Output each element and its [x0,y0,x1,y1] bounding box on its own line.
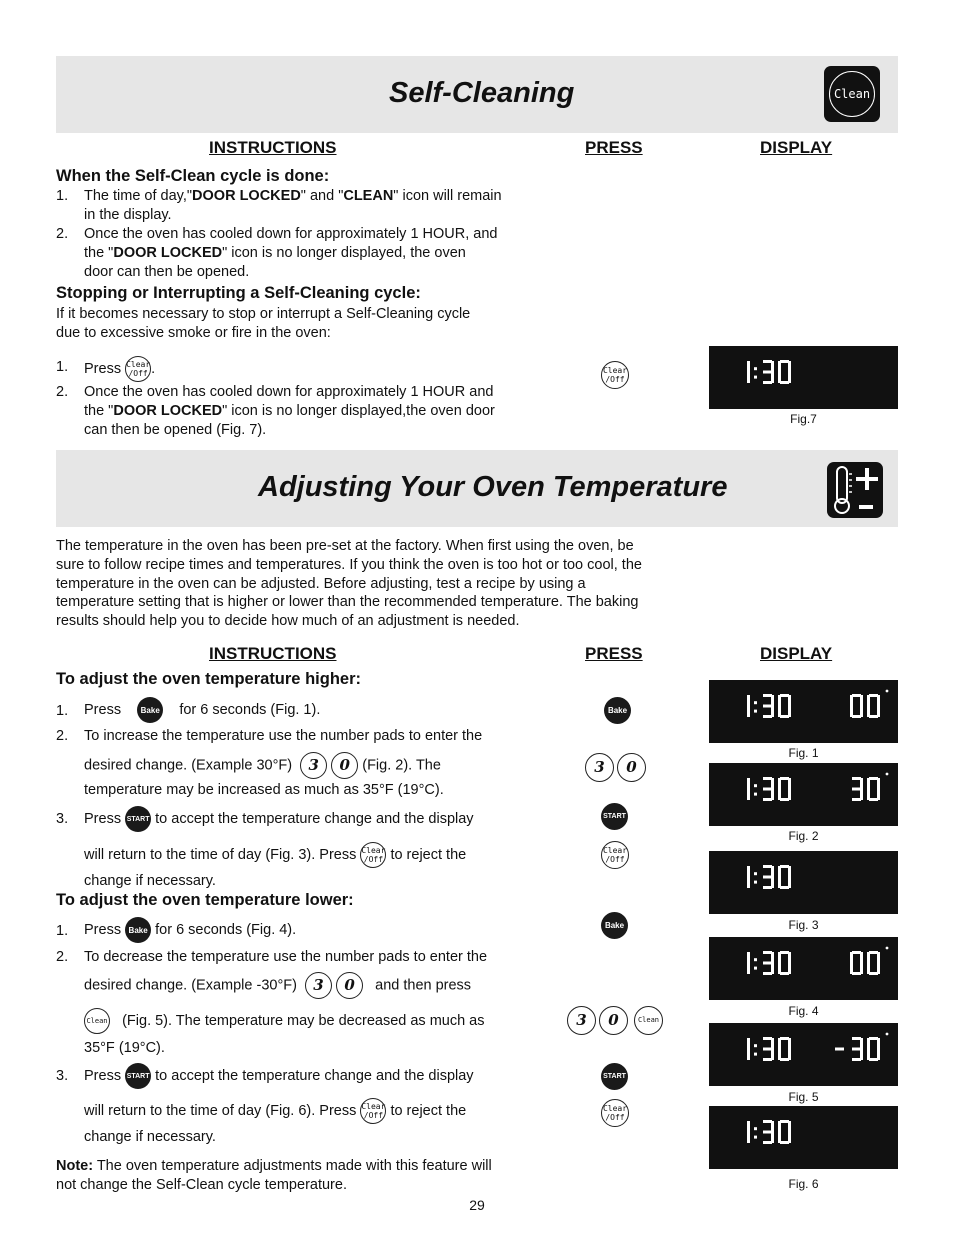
list-item: desired change. (Example -30°F) 3 0 and then press [84,972,471,999]
clean-button[interactable]: Clean [634,1006,663,1035]
stop-paragraph: If it becomes necessary to stop or interrupt a Self-Cleaning cycle due to excessive smoke or fire in the oven: [56,306,471,341]
display-fig3 [709,851,898,914]
higher-heading: To adjust the oven temperature higher: [56,670,361,688]
display-fig6 [709,1106,898,1169]
adjust-temperature-title: Adjusting Your Oven Temperature [258,471,728,503]
number-0-button[interactable]: 0 [599,1006,628,1035]
start-button[interactable]: START [125,806,151,832]
bake-button[interactable]: Bake [601,912,628,939]
display-fig7 [709,346,898,409]
clear-off-button[interactable]: Clear /Off [125,356,151,382]
lcd-time-readout [709,346,898,409]
col-press: PRESS [585,644,643,663]
self-cleaning-title: Self-Cleaning [389,77,575,109]
clear-off-button[interactable]: Clear /Off [601,1099,629,1127]
list-number: 2. [56,226,69,242]
lcd-readout [709,1023,898,1086]
intro-paragraph: The temperature in the oven has been pre-set at the factory. When first using the oven, be sure to follow recipe times and temperatures. If you think the oven is too hot or too cool, the temperature in the oven can be adjusted. Before adjusting, test a recipe by using a temperature setting that is higher or lower than the recommended temperature. The baking results should help you to decide how much of an adjustment is needed. [56,538,642,630]
list-item: Press START to accept the temperature change and the display [84,806,474,832]
display-fig5 [709,1023,898,1086]
list-number: 2. [56,949,69,965]
col-display: DISPLAY [760,644,833,663]
start-button[interactable]: START [601,1063,628,1090]
when-done-heading: When the Self-Clean cycle is done: [56,167,330,185]
list-item: To increase the temperature use the number pads to enter the [84,728,483,744]
lcd-readout [709,763,898,826]
number-0-button[interactable]: 0 [617,753,646,782]
note: Note: The oven temperature adjustments made with this feature will not change the Self-Clean cycle temperature. [56,1158,492,1193]
bake-button[interactable]: Bake [604,697,631,724]
list-number: 1. [56,923,69,939]
lcd-readout [709,937,898,1000]
fig-caption: Fig. 1 [788,746,819,760]
list-number: 1. [56,359,69,375]
display-fig1 [709,680,898,743]
list-item: Once the oven has cooled down for approximately 1 HOUR, and the "DOOR LOCKED" icon is no longer displayed, the oven door can then be opened. [84,226,498,280]
list-item: change if necessary. [84,1129,216,1145]
fig-caption: Fig. 6 [788,1177,819,1191]
display-fig2 [709,763,898,826]
list-number: 2. [56,384,69,400]
fig-caption: Fig. 4 [788,1004,819,1018]
clean-button[interactable]: Clean [84,1008,110,1034]
lcd-readout [709,1106,898,1169]
bake-button[interactable]: Bake [137,697,163,723]
col-instructions: INSTRUCTIONS [209,644,337,663]
self-cleaning-banner [56,56,898,133]
lcd-readout [709,680,898,743]
thermometer-plus-minus-icon [827,462,883,518]
list-number: 2. [56,728,69,744]
clear-off-button[interactable]: Clear /Off [601,361,629,389]
adjust-temperature-banner [56,450,898,527]
number-0-button[interactable]: 0 [331,752,358,779]
fig-caption: Fig. 3 [788,918,819,932]
list-item: The time of day,"DOOR LOCKED" and "CLEAN" icon will remain in the display. [84,188,502,223]
list-item: desired change. (Example 30°F) 3 0 (Fig. 2). The [84,752,441,779]
display-fig4 [709,937,898,1000]
number-3-button[interactable]: 3 [585,753,614,782]
list-number: 1. [56,188,69,204]
list-item: change if necessary. [84,873,216,889]
list-item: Once the oven has cooled down for approximately 1 HOUR and the "DOOR LOCKED" icon is no longer displayed,the oven door can then be opened (Fig. 7). [84,384,495,438]
lower-heading: To adjust the oven temperature lower: [56,891,354,909]
fig-caption: Fig. 2 [788,829,819,843]
start-button[interactable]: START [125,1063,151,1089]
list-item: Press Bake for 6 seconds (Fig. 1). [84,697,320,723]
clear-off-button[interactable]: Clear /Off [360,842,386,868]
clear-off-button[interactable]: Clear /Off [601,841,629,869]
clean-icon-label: Clean [829,71,875,117]
stop-heading: Stopping or Interrupting a Self-Cleaning cycle: [56,284,421,302]
list-number: 1. [56,703,69,719]
lcd-readout [709,851,898,914]
number-3-button[interactable]: 3 [300,752,327,779]
list-item: Press Bake for 6 seconds (Fig. 4). [84,917,296,943]
fig7-caption: Fig.7 [790,412,817,426]
list-item: will return to the time of day (Fig. 6). Press Clear /Off to reject the [84,1098,466,1124]
number-0-button[interactable]: 0 [336,972,363,999]
col-display: DISPLAY [760,138,833,157]
number-3-button[interactable]: 3 [567,1006,596,1035]
clear-off-button[interactable]: Clear /Off [360,1098,386,1124]
fig-caption: Fig. 5 [788,1090,819,1104]
page-number: 29 [469,1197,485,1213]
list-item: temperature may be increased as much as 35°F (19°C). [84,782,444,798]
list-item: 35°F (19°C). [84,1040,165,1056]
list-number: 3. [56,811,69,827]
list-item: Clean (Fig. 5). The temperature may be decreased as much as [84,1008,485,1034]
start-button[interactable]: START [601,803,628,830]
list-item: Press Clear /Off . [84,356,155,382]
list-item: Press START to accept the temperature change and the display [84,1063,474,1089]
col-instructions: INSTRUCTIONS [209,138,337,157]
bake-button[interactable]: Bake [125,917,151,943]
clean-icon [824,66,880,122]
list-number: 3. [56,1068,69,1084]
list-item: will return to the time of day (Fig. 3). Press Clear /Off to reject the [84,842,466,868]
col-press: PRESS [585,138,643,157]
number-3-button[interactable]: 3 [305,972,332,999]
list-item: To decrease the temperature use the number pads to enter the [84,949,488,965]
